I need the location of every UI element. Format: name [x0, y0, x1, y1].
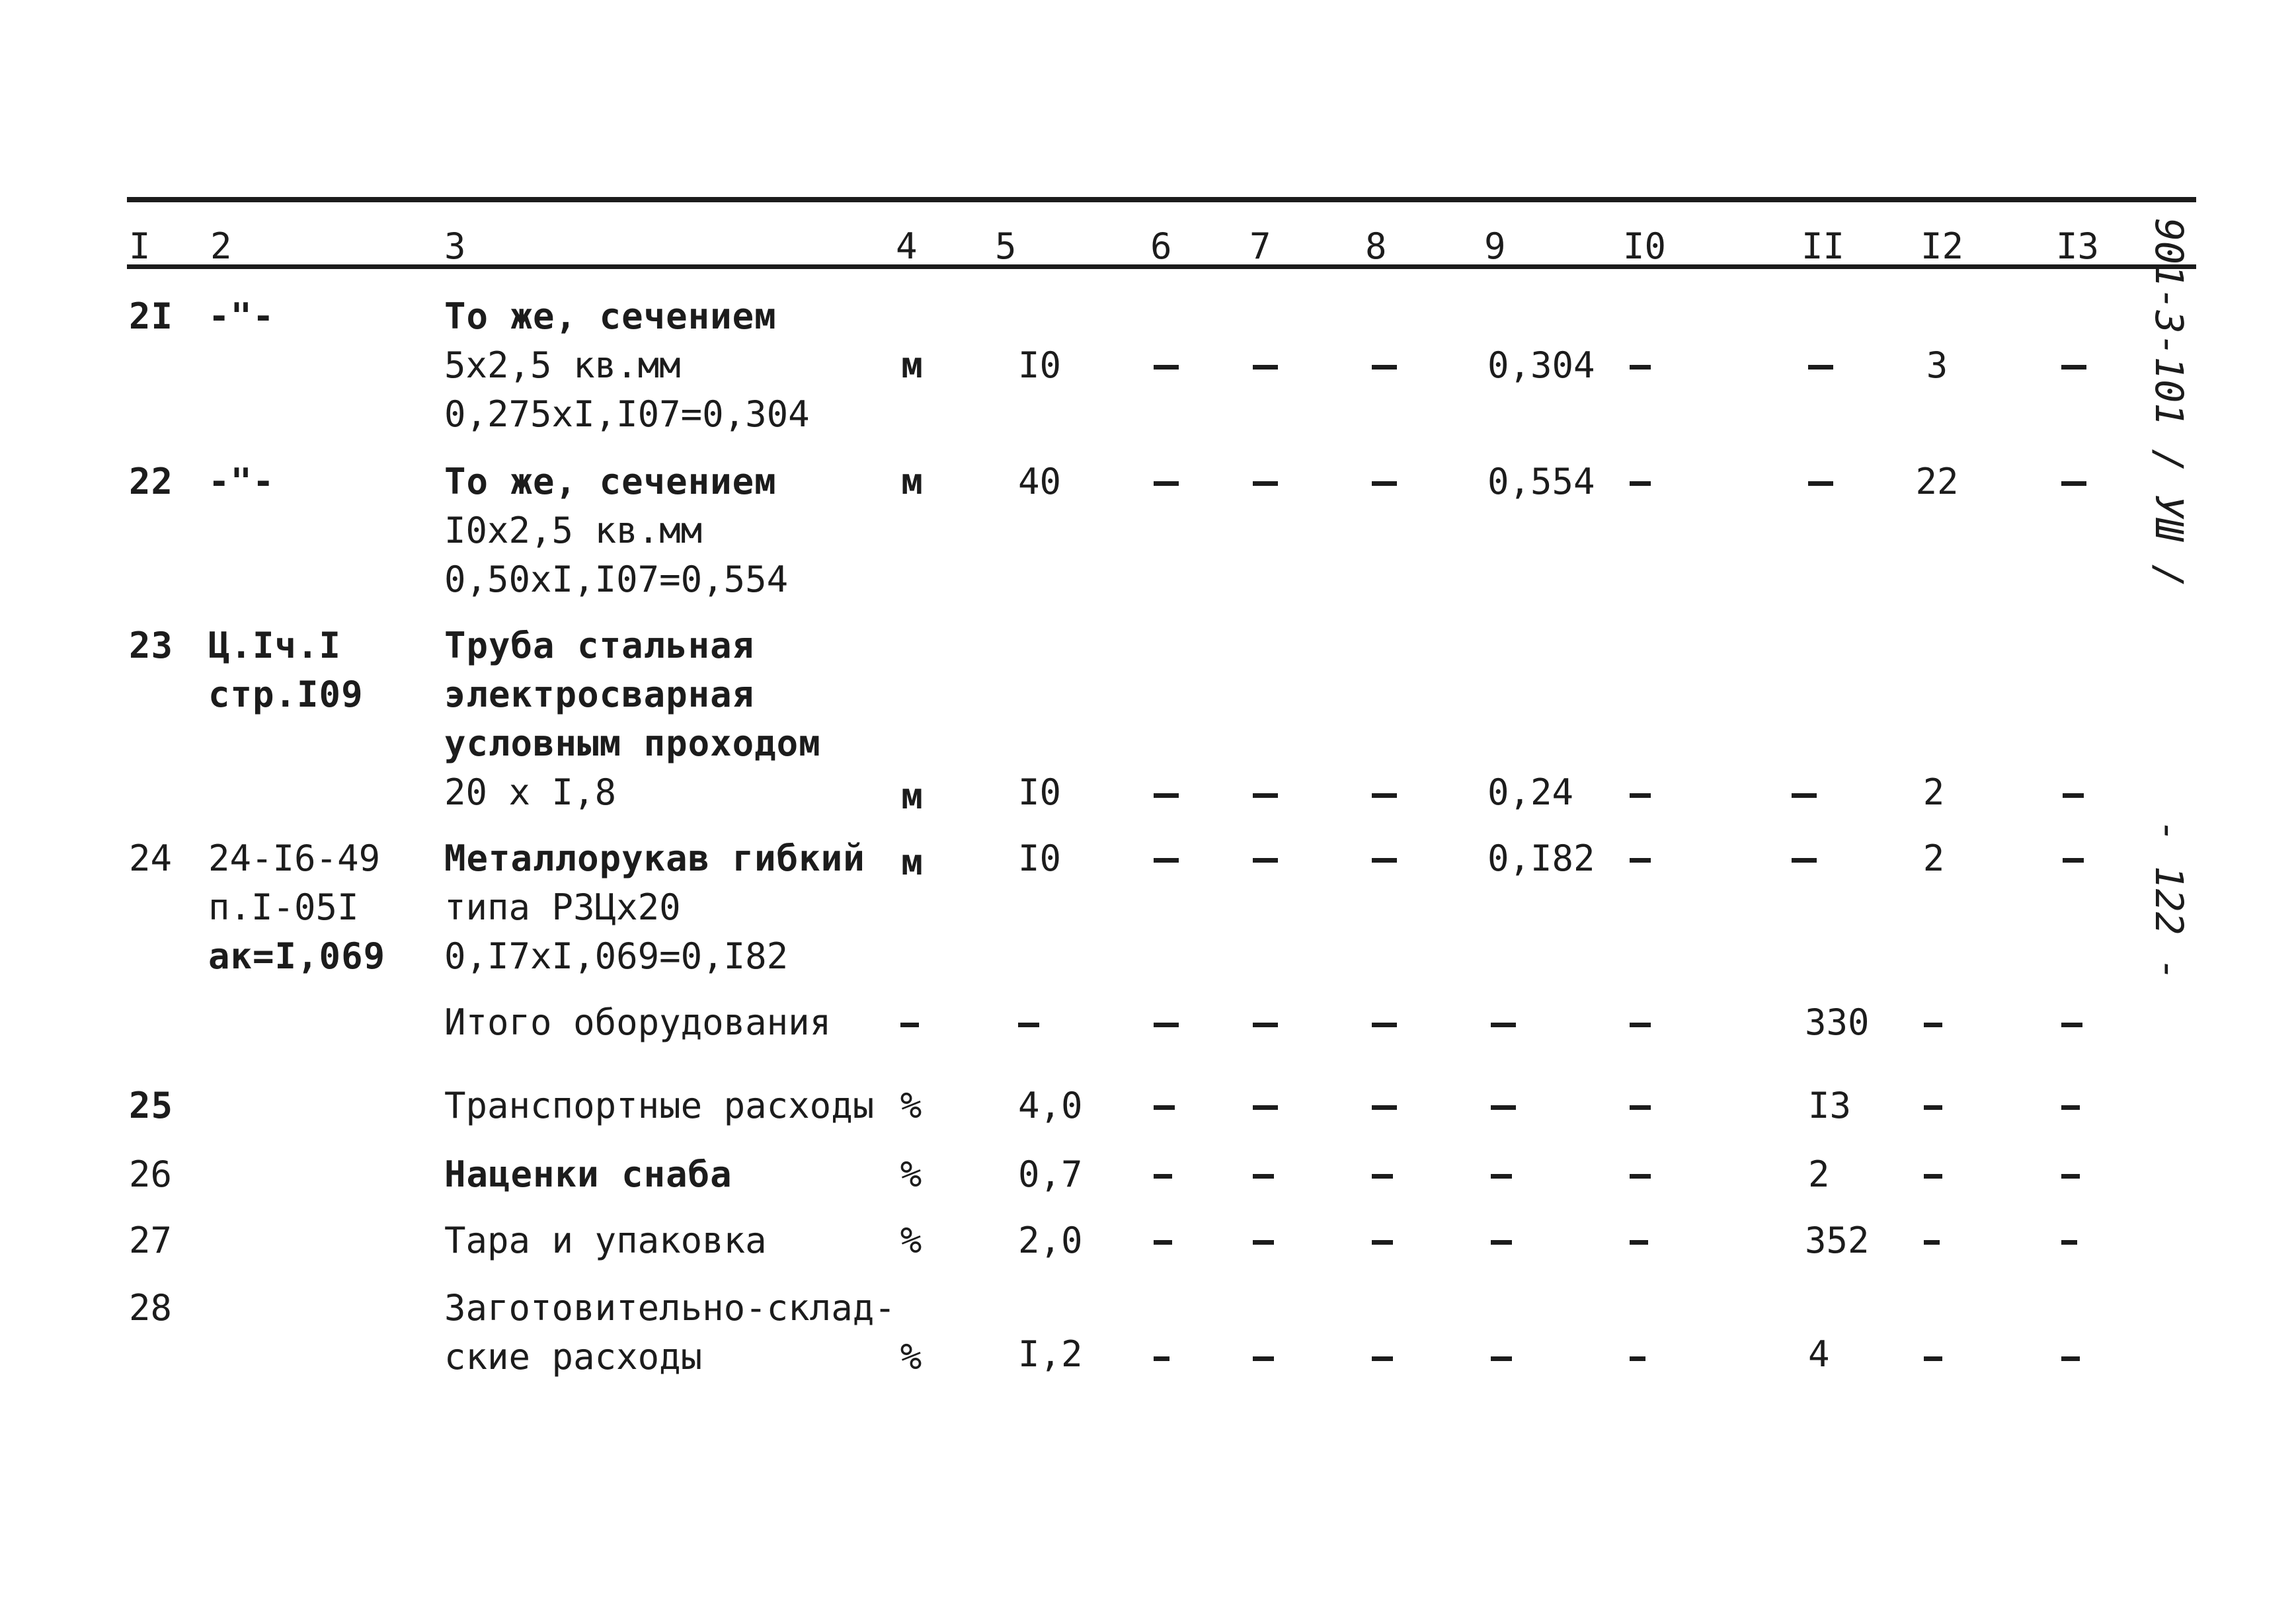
header-col-5: 5 [995, 225, 1017, 267]
header-col-12: I2 [1920, 225, 1964, 267]
row-description: Итого оборудования [444, 1001, 832, 1043]
header-col-4: 4 [896, 225, 918, 267]
dash [1372, 1240, 1393, 1245]
dash [1154, 858, 1179, 863]
dash [1372, 1105, 1397, 1110]
dash [2061, 1356, 2080, 1361]
dash [1154, 1356, 1169, 1361]
dash [1372, 481, 1397, 486]
dash [1924, 1174, 1942, 1179]
dash [1253, 1023, 1278, 1027]
row-reference: ак=I,069 [208, 935, 386, 977]
row-quantity: 40 [1018, 461, 1062, 502]
row-reference: -"- [208, 461, 275, 502]
header-col-11: II [1801, 225, 1845, 267]
dash [1924, 1023, 1942, 1027]
header-col-10: I0 [1623, 225, 1667, 267]
row-description: электросварная [444, 674, 755, 715]
dash [1253, 365, 1278, 370]
row-unit: м [901, 461, 924, 502]
row-unit: % [900, 1085, 922, 1126]
header-col-1: I [129, 225, 151, 267]
row-description: условным проходом [444, 722, 821, 764]
row-col-11: 352 [1805, 1220, 1870, 1261]
row-reference: Ц.Iч.I [208, 625, 342, 666]
row-col-11: 330 [1805, 1001, 1870, 1043]
dash [1630, 1356, 1645, 1361]
dash [2061, 481, 2086, 486]
dash [1253, 1174, 1274, 1179]
dash [2061, 1023, 2082, 1027]
row-number: 28 [129, 1287, 173, 1329]
dash [1372, 1174, 1393, 1179]
row-col-9: 0,554 [1487, 461, 1595, 502]
dash [1154, 365, 1179, 370]
dash [1491, 1174, 1512, 1179]
dash [1808, 365, 1833, 370]
dash [1253, 481, 1278, 486]
dash [1372, 1023, 1397, 1027]
row-number: 24 [129, 838, 173, 879]
dash [1253, 1240, 1274, 1245]
row-number: 26 [129, 1153, 173, 1195]
row-col-9: 0,304 [1487, 344, 1595, 386]
dash [1491, 1023, 1516, 1027]
header-col-13: I3 [2056, 225, 2100, 267]
row-quantity: 0,7 [1018, 1153, 1083, 1195]
dash [1154, 1023, 1179, 1027]
dash [1792, 793, 1817, 798]
row-reference: -"- [208, 295, 275, 337]
row-col-12: 3 [1926, 344, 1948, 386]
dash [900, 1023, 919, 1027]
row-description: Тара и упаковка [444, 1220, 767, 1261]
dash [1630, 1105, 1651, 1110]
dash [1630, 793, 1651, 798]
row-quantity: I0 [1018, 344, 1062, 386]
row-description: Труба стальная [444, 625, 755, 666]
row-number: 2I [129, 295, 174, 337]
row-number: 25 [129, 1085, 174, 1126]
row-description: Транспортные расходы [444, 1085, 875, 1126]
header-col-8: 8 [1365, 225, 1387, 267]
row-unit: м [901, 344, 924, 386]
row-description: 0,50хI,I07=0,554 [444, 559, 789, 600]
row-col-9: 0,24 [1487, 771, 1574, 813]
dash [1808, 481, 1833, 486]
dash [1630, 1023, 1651, 1027]
row-col-11: I3 [1808, 1085, 1852, 1126]
dash [1372, 365, 1397, 370]
row-quantity: I,2 [1018, 1333, 1083, 1375]
dash [2063, 858, 2084, 863]
row-quantity: I0 [1018, 838, 1062, 879]
row-number: 27 [129, 1220, 173, 1261]
header-col-3: 3 [444, 225, 466, 267]
dash [1924, 1105, 1942, 1110]
dash [1630, 1240, 1648, 1245]
row-col-9: 0,I82 [1487, 838, 1595, 879]
dash [2061, 1240, 2077, 1245]
dash [2061, 365, 2086, 370]
dash [1792, 858, 1817, 863]
row-unit: % [900, 1220, 922, 1261]
header-col-2: 2 [210, 225, 232, 267]
dash [1253, 1356, 1274, 1361]
dash [1924, 1240, 1940, 1245]
row-number: 22 [129, 461, 174, 502]
dash [1154, 793, 1179, 798]
dash [1630, 365, 1651, 370]
row-description: Наценки снаба [444, 1153, 732, 1195]
row-description: типа РЗЦх20 [444, 886, 681, 928]
row-description: Металлорукав гибкий [444, 838, 865, 879]
document-code: 901-3-101 / УШ / [2147, 218, 2192, 588]
dash [1372, 793, 1397, 798]
row-description: 0,275хI,I07=0,304 [444, 393, 810, 435]
row-reference: п.I-05I [208, 886, 359, 928]
row-quantity: I0 [1018, 771, 1062, 813]
row-description: 0,I7хI,069=0,I82 [444, 935, 789, 977]
dash [2061, 1105, 2080, 1110]
row-col-12: 2 [1922, 838, 1945, 879]
row-quantity: 4,0 [1018, 1085, 1083, 1126]
row-unit: % [900, 1336, 922, 1378]
row-col-11: 2 [1808, 1153, 1830, 1195]
dash [1491, 1240, 1512, 1245]
dash [1630, 1174, 1651, 1179]
row-description: Заготовительно-склад- [444, 1287, 896, 1329]
dash [1372, 858, 1397, 863]
dash [1924, 1356, 1942, 1361]
dash [1154, 481, 1179, 486]
row-description: 20 х I,8 [444, 771, 617, 813]
dash [1154, 1174, 1172, 1179]
row-reference: 24-I6-49 [208, 838, 381, 879]
header-col-9: 9 [1484, 225, 1506, 267]
dash [1630, 481, 1651, 486]
dash [1253, 1105, 1278, 1110]
row-description: 5х2,5 кв.мм [444, 344, 681, 386]
dash [1154, 1105, 1175, 1110]
header-col-6: 6 [1150, 225, 1172, 267]
dash [1372, 1356, 1393, 1361]
row-unit: м [901, 775, 924, 817]
dash [1253, 793, 1278, 798]
row-unit: м [901, 841, 924, 883]
header-col-7: 7 [1249, 225, 1271, 267]
dash [2063, 793, 2084, 798]
row-description: I0х2,5 кв.мм [444, 510, 703, 551]
top-rule [127, 197, 2196, 202]
row-col-11: 4 [1808, 1333, 1830, 1375]
row-reference: стр.I09 [208, 674, 364, 715]
row-description: ские расходы [444, 1336, 703, 1378]
row-unit: % [900, 1153, 922, 1195]
dash [1253, 858, 1278, 863]
row-col-12: 22 [1915, 461, 1959, 502]
dash [1154, 1240, 1172, 1245]
dash [2061, 1174, 2080, 1179]
row-col-12: 2 [1922, 771, 1945, 813]
page-number: - 122 - [2147, 820, 2192, 982]
row-description: То же, сечением [444, 295, 777, 337]
row-description: То же, сечением [444, 461, 777, 502]
row-number: 23 [129, 625, 174, 666]
dash [1491, 1105, 1516, 1110]
dash [1630, 858, 1651, 863]
dash [1018, 1023, 1039, 1027]
row-quantity: 2,0 [1018, 1220, 1083, 1261]
dash [1491, 1356, 1512, 1361]
